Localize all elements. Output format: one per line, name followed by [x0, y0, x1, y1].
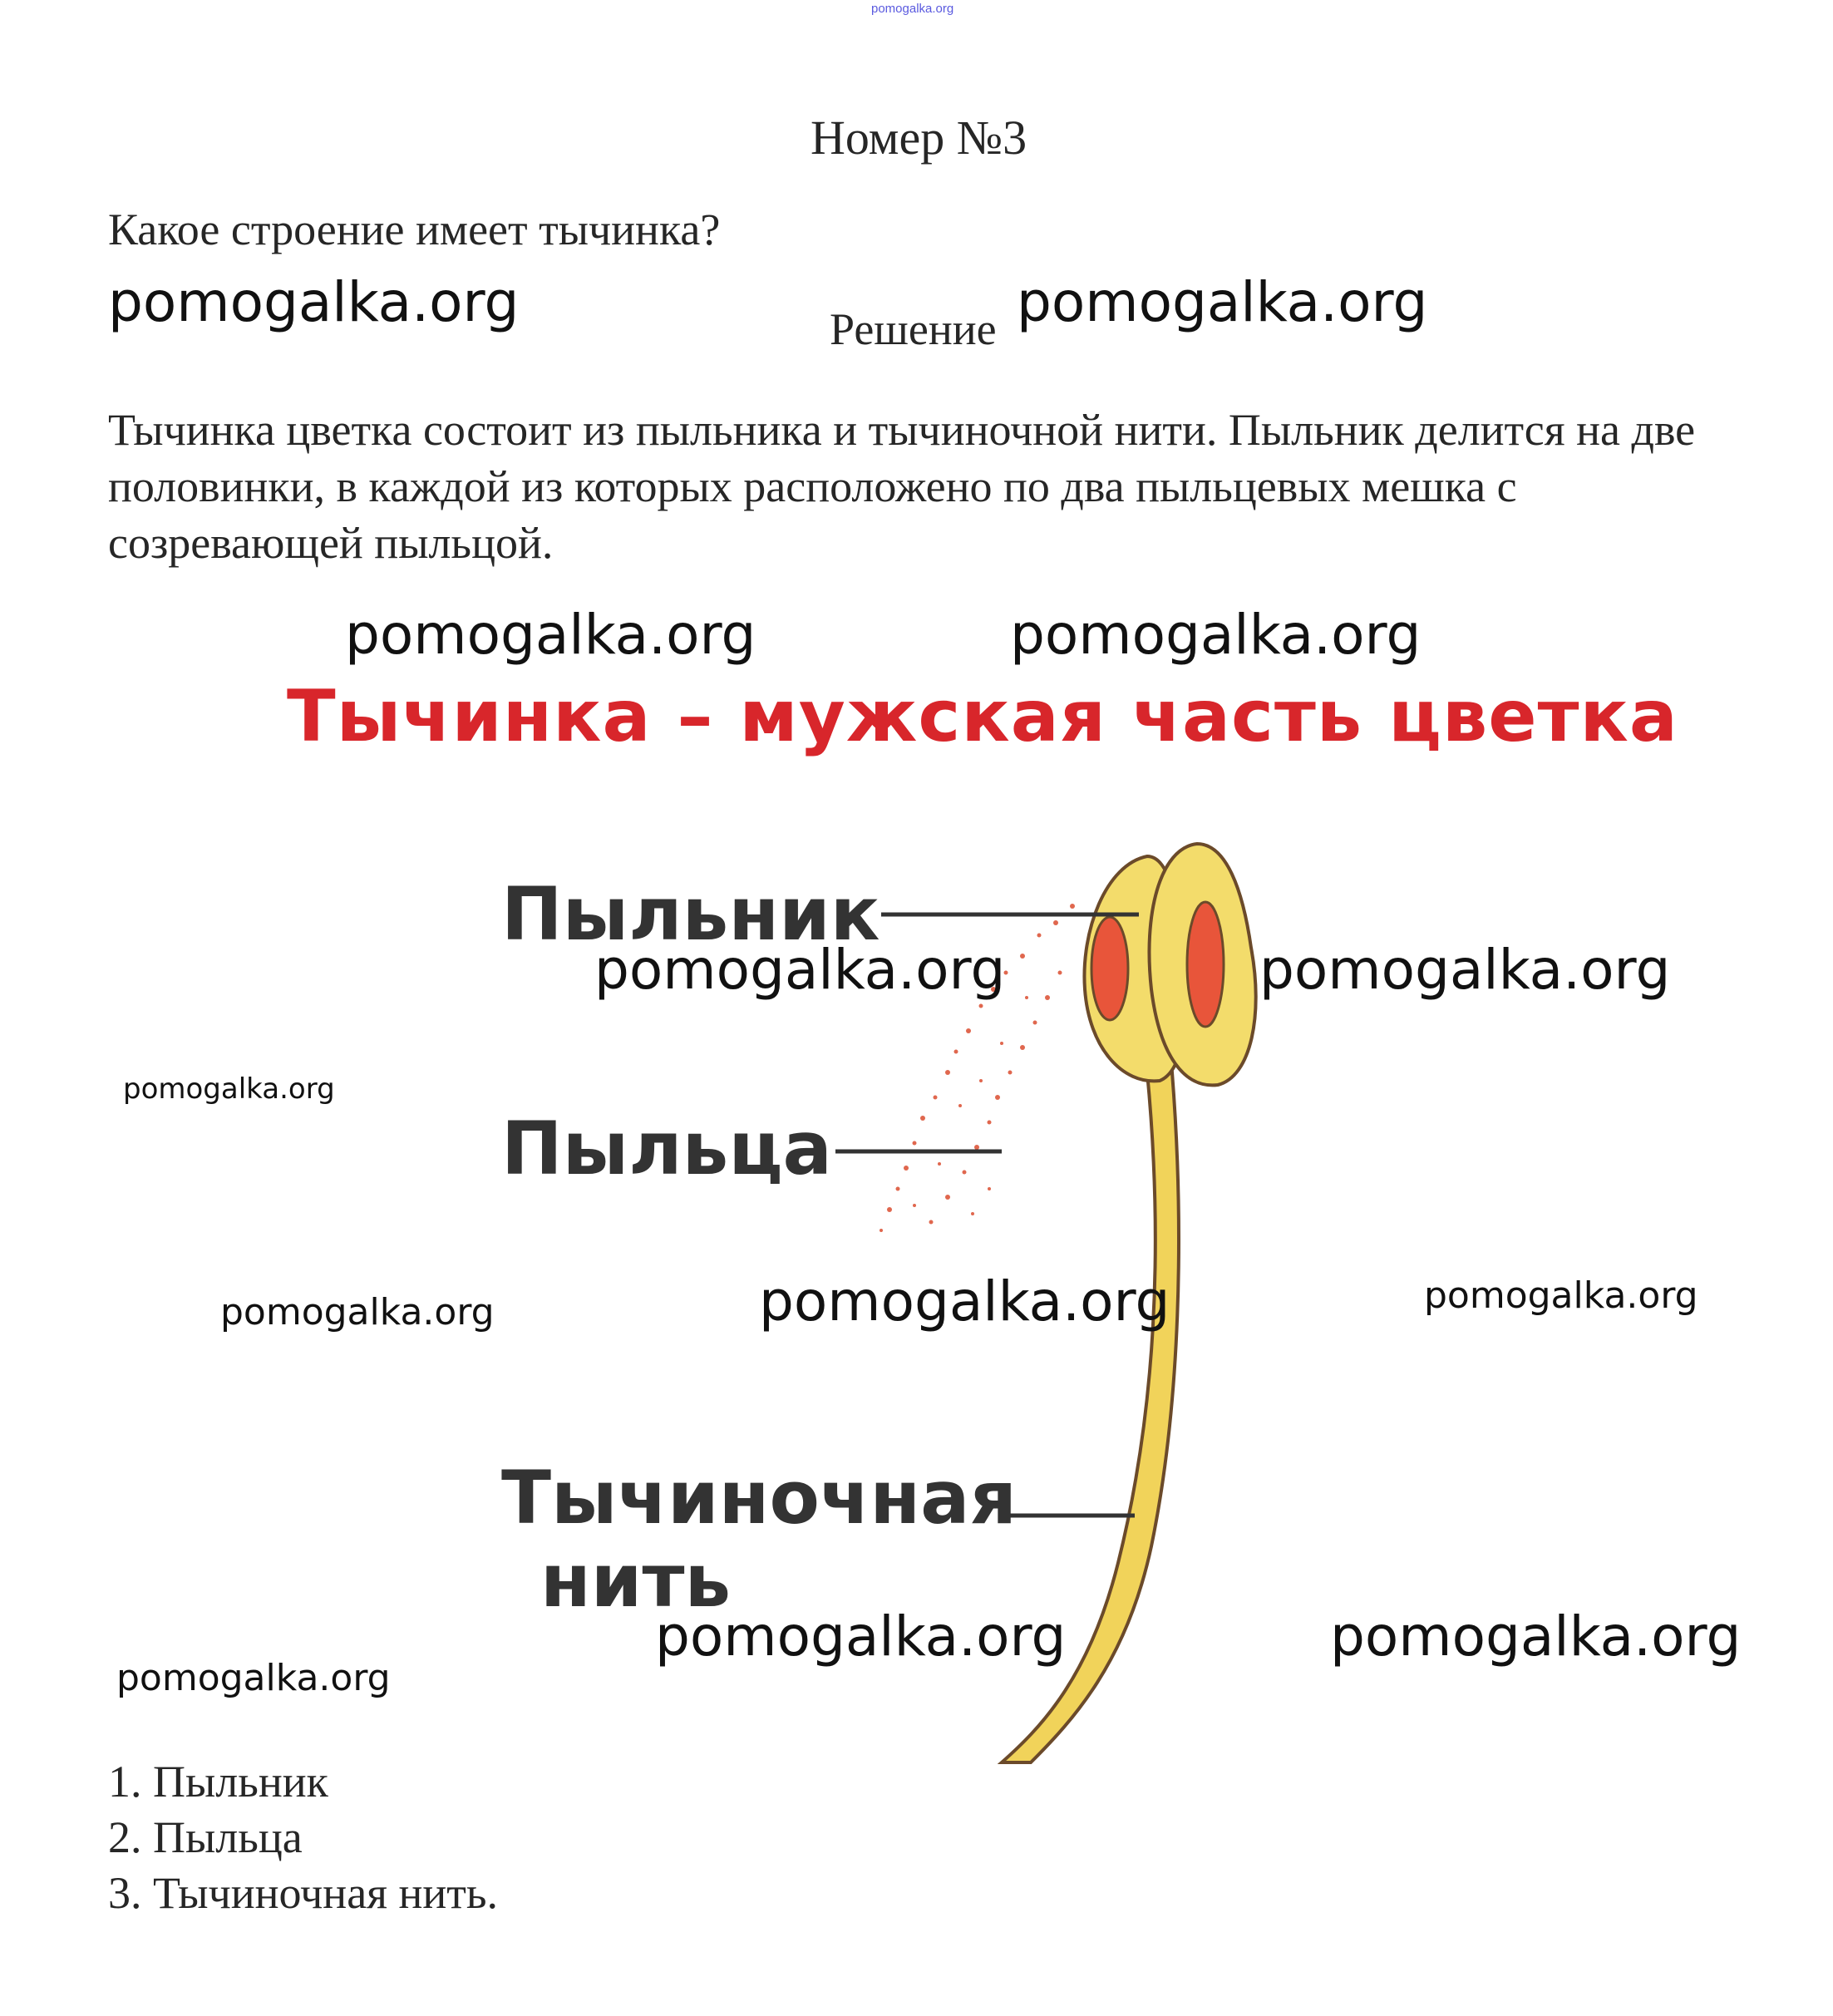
watermark-1: pomogalka.org	[108, 270, 520, 334]
watermark-8: pomogalka.org	[759, 1269, 1170, 1333]
solution-label: Решение	[830, 304, 997, 354]
answer-paragraph: Тычинка цветка состоит из пыльника и тычиночной нити. Пыльник делится на две половинки, в каждой из которых расположено по два пыльцевых мешка с созревающей пыльцой.	[108, 405, 1696, 568]
pollen-sac-right	[1187, 902, 1224, 1027]
watermark-12: pomogalka.org	[1330, 1604, 1742, 1668]
watermark-7: pomogalka.org	[123, 1072, 335, 1106]
pollen-sac-left	[1091, 917, 1128, 1020]
watermark-5: pomogalka.org	[594, 938, 1006, 1002]
watermark-10: pomogalka.org	[1424, 1274, 1698, 1317]
watermark-13: pomogalka.org	[116, 1657, 391, 1699]
watermark-4: pomogalka.org	[1010, 603, 1422, 667]
label-filament-line1: Тычиночная	[501, 1455, 1018, 1540]
label-anther: Пыльник	[501, 871, 880, 957]
task-title: Номер №3	[811, 111, 1027, 165]
header-site-link[interactable]: pomogalka.org	[871, 2, 954, 16]
figure-title: Тычинка – мужская часть цветка	[287, 675, 1678, 758]
watermark-3: pomogalka.org	[345, 603, 756, 667]
watermark-9: pomogalka.org	[220, 1291, 495, 1333]
label-filament-line2: нить	[540, 1538, 732, 1624]
watermark-2: pomogalka.org	[1017, 270, 1428, 334]
watermark-6: pomogalka.org	[1259, 938, 1671, 1002]
label-pollen: Пыльца	[501, 1106, 832, 1191]
answer-list	[108, 1754, 498, 1921]
watermark-11: pomogalka.org	[655, 1604, 1067, 1668]
question-text: Какое строение имеет тычинка?	[108, 205, 721, 254]
list-item: 1. Пыльник	[108, 1757, 328, 1807]
list-item: 3. Тычиночная нить.	[108, 1868, 499, 1918]
list-item: 2. Пыльца	[108, 1812, 303, 1862]
